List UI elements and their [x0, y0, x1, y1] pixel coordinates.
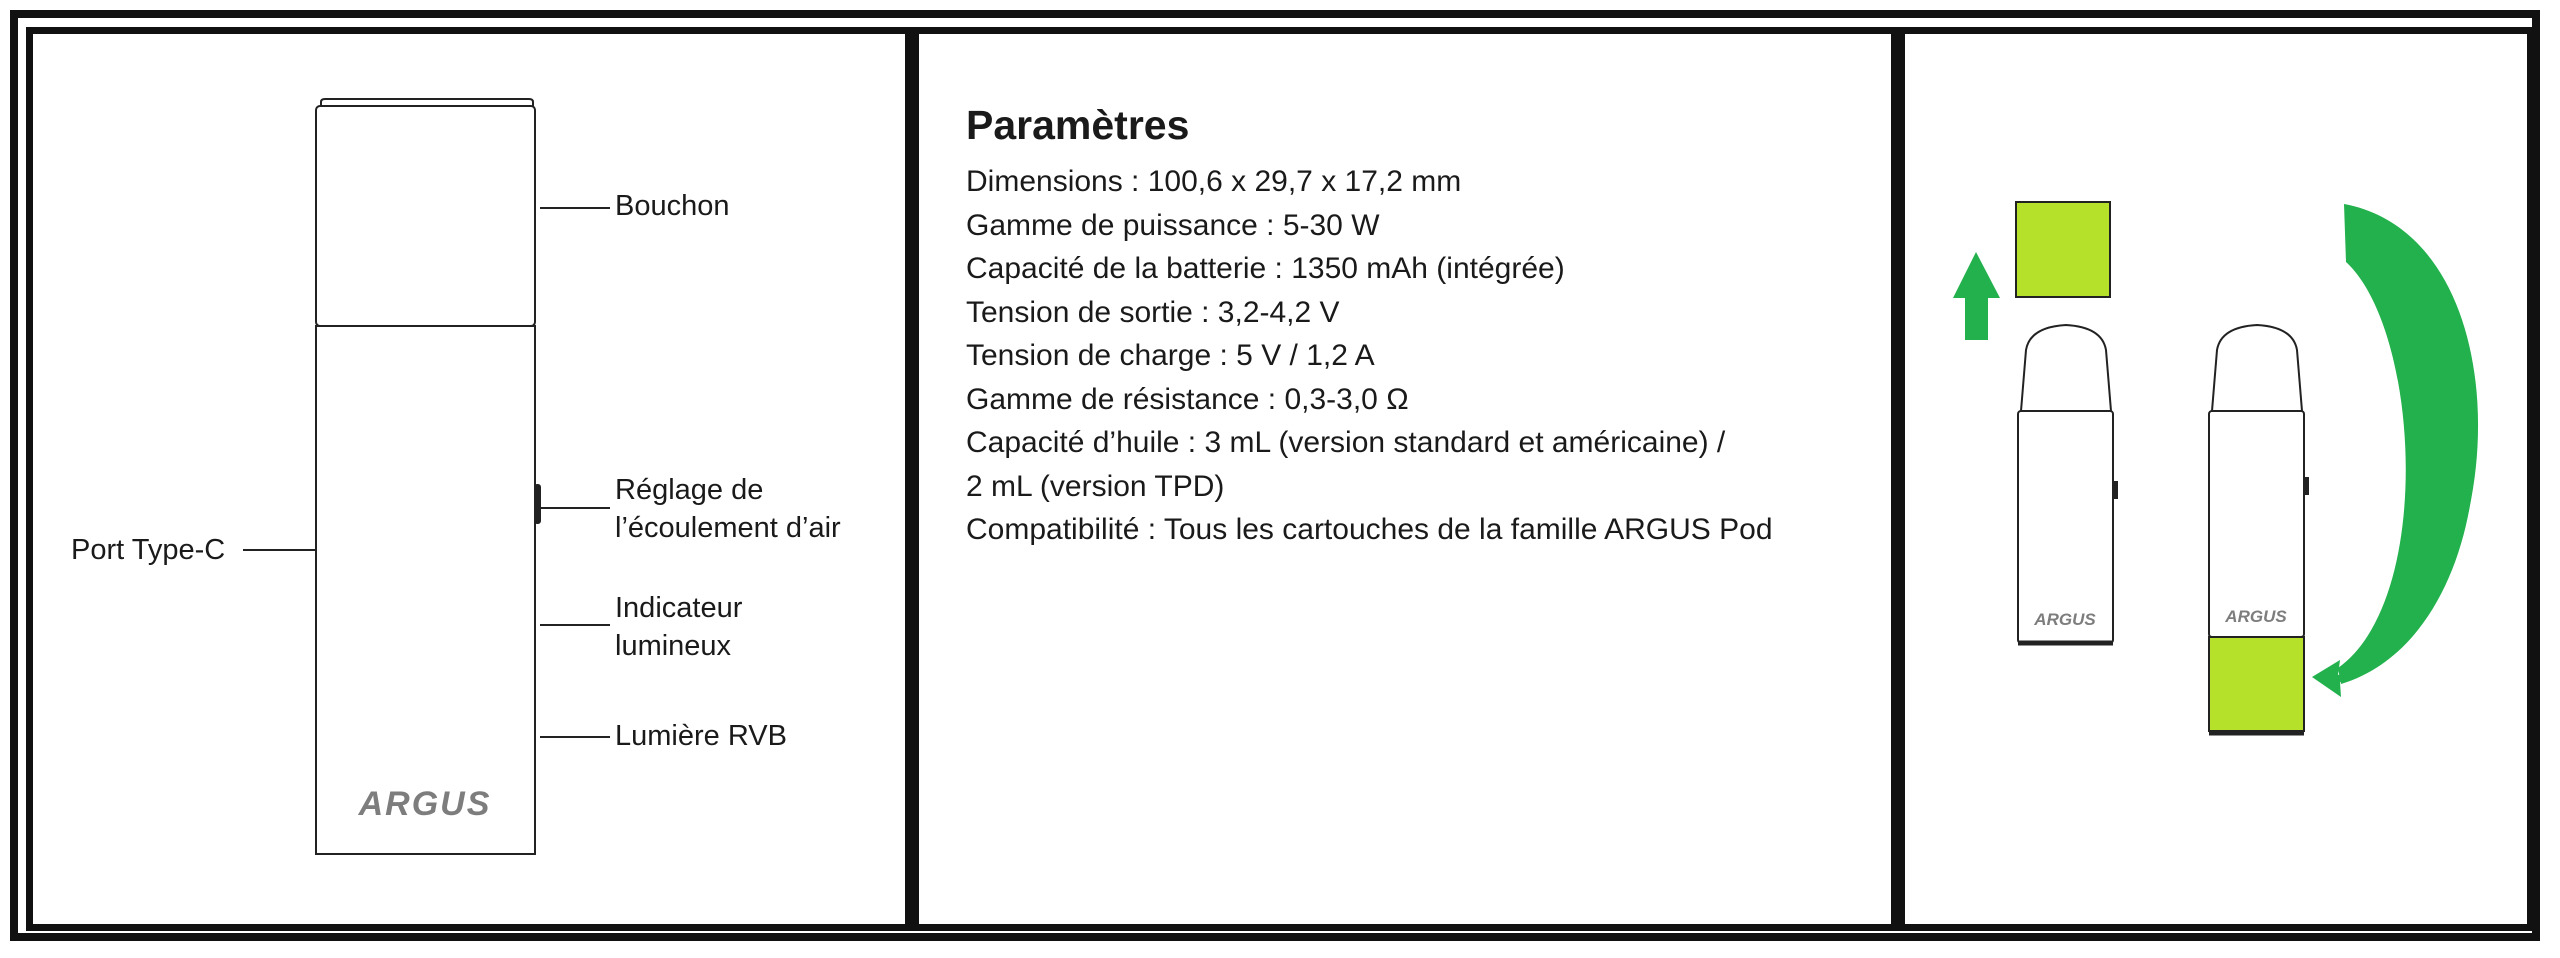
removed-cap-square [2016, 202, 2110, 297]
device-top-cap-ridge [321, 99, 533, 106]
airflow-label-line1: Réglage de [615, 474, 764, 506]
spec-line: 2 mL (version TPD) [966, 469, 1225, 503]
airflow-label-line2: l’écoulement d’air [615, 512, 841, 544]
indicator-label-line2: lumineux [615, 630, 732, 662]
spec-line: Capacité de la batterie : 1350 mAh (intégrée) [966, 252, 1565, 285]
airflow-slider [535, 485, 540, 523]
specs-title: Paramètres [966, 102, 1190, 148]
spec-line: Gamme de puissance : 5-30 W [966, 208, 1380, 242]
specs-panel [966, 100, 1773, 552]
spec-line: Tension de sortie : 3,2-4,2 V [966, 295, 1340, 329]
curved-arrow-body [2338, 204, 2476, 684]
device-cap [316, 106, 535, 326]
small-device-left [2018, 325, 2117, 643]
device-body [316, 326, 535, 854]
small-device-right [2209, 325, 2308, 733]
device-logo: ARGUS [358, 785, 492, 823]
spec-line: Capacité d’huile : 3 mL (version standard et américaine) / [966, 426, 1726, 459]
rgb-label: Lumière RVB [615, 720, 787, 752]
spec-line: Dimensions : 100,6 x 29,7 x 17,2 mm [966, 165, 1462, 198]
small-device-left-logo: ARGUS [2034, 610, 2096, 629]
cap-label: Bouchon [615, 190, 730, 222]
port-label: Port Type-C [71, 534, 226, 566]
spec-line: Compatibilité : Tous les cartouches de la famille ARGUS Pod [966, 513, 1773, 546]
indicator-label-line1: Indicateur [615, 592, 743, 624]
up-arrow-icon [1953, 252, 2000, 340]
spec-line: Gamme de résistance : 0,3-3,0 Ω [966, 382, 1409, 416]
device-drawing [316, 99, 540, 854]
spec-line: Tension de charge : 5 V / 1,2 A [966, 339, 1375, 372]
small-device-right-logo: ARGUS [2225, 607, 2287, 626]
